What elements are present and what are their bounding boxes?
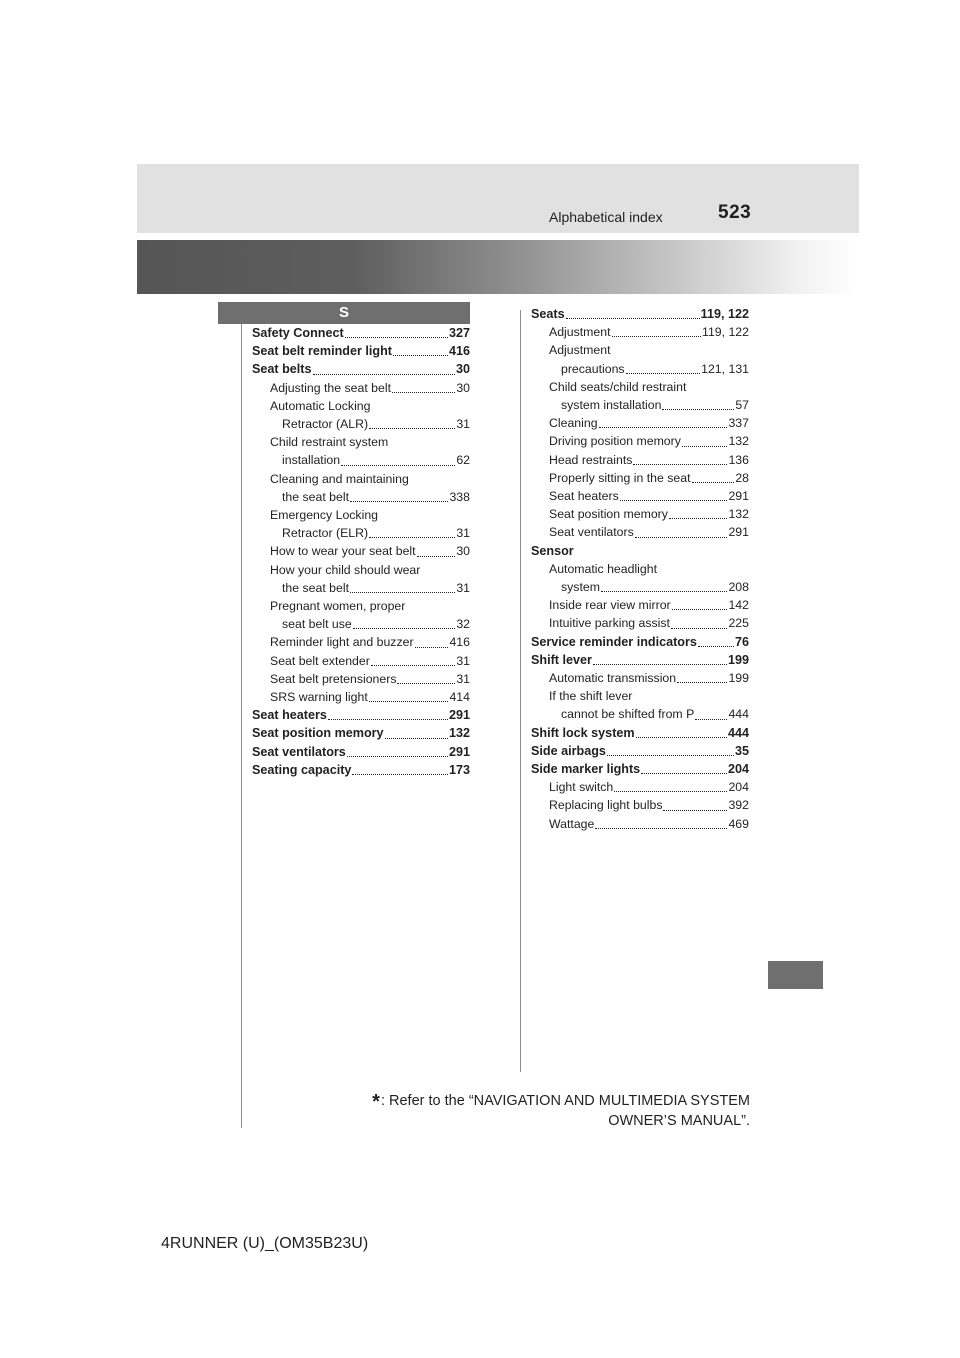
index-entry-term: Inside rear view mirror — [549, 598, 671, 613]
dot-leader — [677, 676, 727, 683]
index-entry[interactable] — [531, 323, 749, 341]
section-letter-header: S — [218, 302, 470, 324]
footnote-line-2: OWNER’S MANUAL”. — [608, 1113, 750, 1129]
dot-leader — [636, 731, 727, 738]
index-entry — [531, 378, 749, 396]
index-entry-term: seat belt use — [282, 617, 352, 632]
index-entry — [531, 687, 749, 705]
index-entry-term: Replacing light bulbs — [549, 798, 663, 813]
index-entry-page[interactable]: 199 — [727, 652, 749, 667]
index-entry[interactable] — [252, 379, 470, 397]
document-id: 4RUNNER (U)_(OM35B23U) — [161, 1235, 369, 1252]
index-entry-term: the seat belt — [282, 580, 349, 595]
dot-leader — [313, 368, 455, 375]
index-entry-term: cannot be shifted from P — [561, 707, 695, 722]
index-entry[interactable] — [531, 396, 749, 414]
index-entry-term: Shift lock system — [531, 725, 635, 740]
dot-leader — [663, 804, 727, 811]
index-entry[interactable] — [531, 505, 749, 523]
footnote-text-1: : Refer to the “NAVIGATION AND MULTIMEDIA SYSTEM — [380, 1093, 750, 1109]
index-entry[interactable] — [252, 652, 470, 670]
dot-leader — [353, 622, 456, 629]
index-entry[interactable] — [252, 360, 470, 378]
dot-leader — [620, 494, 728, 501]
index-entry-term: system — [561, 580, 600, 595]
index-entry-page[interactable]: 121, 131 — [701, 361, 749, 376]
index-entry-page[interactable]: 31 — [456, 417, 470, 432]
index-entry-term: Seat heaters — [549, 489, 619, 504]
index-entry — [252, 506, 470, 524]
index-entry[interactable] — [252, 670, 470, 688]
dot-leader — [345, 331, 448, 338]
index-entry-term: Seat belt reminder light — [252, 344, 392, 359]
index-entry-page[interactable]: 291 — [448, 744, 470, 759]
index-entry-term: Intuitive parking assist — [549, 616, 670, 631]
index-entry[interactable] — [531, 360, 749, 378]
index-entry-term: Properly sitting in the seat — [549, 470, 691, 485]
index-entry[interactable] — [252, 724, 470, 742]
index-entry[interactable] — [252, 706, 470, 724]
index-entry-page[interactable]: 444 — [727, 725, 749, 740]
index-entry-term: Seat belt extender — [270, 653, 370, 668]
index-entry[interactable] — [252, 688, 470, 706]
index-entry[interactable] — [531, 796, 749, 814]
dot-leader — [671, 622, 727, 629]
dot-leader — [614, 785, 727, 792]
dot-leader — [633, 458, 727, 465]
dot-leader — [607, 749, 734, 756]
index-entry-page[interactable]: 416 — [448, 344, 470, 359]
index-entry-term: Adjusting the seat belt — [270, 380, 391, 395]
index-entry-term: Seat belts — [252, 362, 312, 377]
index-entry[interactable] — [531, 614, 749, 632]
index-entry-term: How your child should wear — [270, 562, 421, 577]
index-entry[interactable] — [252, 324, 470, 342]
index-entry[interactable] — [531, 815, 749, 833]
dot-leader — [369, 695, 449, 702]
index-entry-term: system installation — [561, 398, 662, 413]
index-entry-page[interactable]: 204 — [727, 762, 749, 777]
index-entry-term: Seat ventilators — [549, 525, 634, 540]
index-entry-page[interactable]: 30 — [456, 544, 470, 559]
dot-leader — [352, 768, 448, 775]
dot-leader — [369, 422, 455, 429]
index-entry-term: SRS warning light — [270, 690, 368, 705]
index-entry-term: Light switch — [549, 780, 614, 795]
index-entry-term: How to wear your seat belt — [270, 544, 416, 559]
index-entry[interactable] — [531, 778, 749, 796]
dot-leader — [393, 349, 448, 356]
index-entry-page[interactable]: 291 — [728, 489, 749, 504]
index-entry-term: Adjustment — [549, 343, 611, 358]
index-entry[interactable] — [531, 523, 749, 541]
index-entry-page[interactable]: 199 — [728, 671, 749, 686]
dot-leader — [662, 403, 734, 410]
dot-leader — [612, 330, 702, 337]
index-entry — [252, 397, 470, 415]
index-entry-term: Pregnant women, proper — [270, 599, 406, 614]
index-entry-term: Cleaning and maintaining — [270, 471, 409, 486]
index-entry-page[interactable]: 132 — [728, 507, 749, 522]
dot-leader — [695, 713, 727, 720]
index-entry-term: Automatic headlight — [549, 561, 658, 576]
index-entry-page[interactable]: 337 — [728, 416, 749, 431]
index-entry[interactable] — [531, 414, 749, 432]
index-entry[interactable] — [531, 305, 749, 323]
index-entry[interactable] — [252, 524, 470, 542]
index-entry — [252, 561, 470, 579]
footnote — [300, 1092, 750, 1131]
dot-leader — [626, 367, 701, 374]
index-entry-term: Cleaning — [549, 416, 598, 431]
index-entry-term: If the shift lever — [549, 689, 633, 704]
index-entry[interactable] — [252, 342, 470, 360]
index-entry — [252, 597, 470, 615]
index-entry-term: Side airbags — [531, 743, 606, 758]
index-entry[interactable] — [531, 451, 749, 469]
index-entry-term: Driving position memory — [549, 434, 681, 449]
column-divider — [520, 310, 521, 1072]
index-entry-page[interactable]: 327 — [448, 326, 470, 340]
left-rule — [241, 310, 242, 1128]
index-entry-page[interactable]: 204 — [728, 780, 749, 795]
index-entry-term: Child restraint system — [270, 435, 389, 450]
index-entry[interactable] — [531, 705, 749, 723]
dot-leader — [328, 713, 448, 720]
index-entry-page[interactable]: 392 — [728, 798, 749, 813]
index-entry[interactable] — [531, 633, 749, 651]
index-entry-page[interactable]: 208 — [728, 580, 749, 595]
index-entry-page[interactable]: 142 — [728, 598, 749, 613]
dot-leader — [369, 531, 455, 538]
index-entry-page[interactable]: 57 — [735, 398, 749, 413]
index-entry-page[interactable]: 173 — [448, 762, 470, 777]
dot-leader — [350, 586, 455, 593]
index-entry — [531, 560, 749, 578]
index-entry-page[interactable]: 119, 122 — [700, 307, 749, 321]
index-entry-term: Head restraints — [549, 452, 633, 467]
index-entry-page[interactable]: 28 — [735, 470, 749, 485]
page-title: Alphabetical index — [549, 209, 663, 225]
index-entry[interactable] — [531, 760, 749, 778]
index-entry-page[interactable]: 32 — [456, 617, 470, 632]
dot-leader — [341, 459, 455, 466]
index-entry-term: Emergency Locking — [270, 508, 378, 523]
index-entry[interactable] — [531, 742, 749, 760]
index-entry[interactable] — [531, 432, 749, 450]
dot-leader — [392, 386, 455, 393]
index-entry-term: Adjustment — [549, 325, 611, 340]
index-entry[interactable] — [531, 651, 749, 669]
index-entry-term: precautions — [561, 361, 625, 376]
dot-leader — [599, 421, 728, 428]
index-column-left — [252, 324, 470, 779]
dot-leader — [371, 659, 456, 666]
dot-leader — [635, 531, 728, 538]
dot-leader — [415, 641, 449, 648]
index-entry-term: Seat ventilators — [252, 744, 346, 759]
index-entry[interactable] — [252, 488, 470, 506]
index-entry-term: Safety Connect — [252, 326, 344, 340]
index-entry-term: Side marker lights — [531, 762, 641, 777]
index-entry-term: Seat position memory — [252, 726, 384, 741]
index-entry-term: Child seats/child restraint — [549, 379, 687, 394]
dot-leader — [397, 677, 455, 684]
index-entry[interactable] — [252, 633, 470, 651]
index-entry-page[interactable]: 225 — [728, 616, 749, 631]
index-entry-page[interactable]: 414 — [449, 690, 470, 705]
dot-leader — [595, 822, 727, 829]
section-tab-marker[interactable] — [768, 961, 823, 989]
index-entry-page[interactable]: 291 — [448, 708, 470, 723]
footnote-marker: * — [372, 1091, 380, 1113]
index-entry[interactable] — [252, 743, 470, 761]
index-entry — [252, 470, 470, 488]
index-entry[interactable] — [252, 451, 470, 469]
index-entry[interactable] — [252, 542, 470, 560]
index-entry-page[interactable]: 136 — [728, 452, 749, 467]
index-entry-page[interactable]: 76 — [734, 634, 749, 649]
dot-leader — [566, 312, 700, 319]
index-entry-page[interactable]: 416 — [449, 635, 470, 650]
index-entry[interactable] — [531, 724, 749, 742]
index-entry[interactable] — [531, 487, 749, 505]
index-entry-page[interactable]: 31 — [456, 526, 470, 541]
index-entry-term: Seat belt pretensioners — [270, 671, 397, 686]
index-entry-term: Sensor — [531, 543, 574, 558]
dot-leader — [350, 495, 448, 502]
dot-leader — [692, 476, 735, 483]
index-entry-term: Automatic Locking — [270, 398, 371, 413]
dot-leader — [641, 767, 727, 774]
index-entry-term: Retractor (ELR) — [282, 526, 369, 541]
footnote-line-1 — [300, 1092, 750, 1112]
index-entry-term: installation — [282, 453, 341, 468]
dot-leader — [385, 732, 448, 739]
index-entry-term: Service reminder indicators — [531, 634, 697, 649]
index-entry[interactable] — [252, 761, 470, 779]
dot-leader — [347, 750, 448, 757]
index-entry-term: Seat heaters — [252, 708, 327, 723]
index-entry[interactable] — [252, 615, 470, 633]
index-entry[interactable] — [252, 415, 470, 433]
index-entry-term: Wattage — [549, 816, 595, 831]
index-entry[interactable] — [531, 669, 749, 687]
index-entry[interactable] — [252, 579, 470, 597]
index-entry-term: Retractor (ALR) — [282, 417, 369, 432]
dot-leader — [417, 550, 456, 557]
index-entry[interactable] — [531, 596, 749, 614]
index-entry-term: Seating capacity — [252, 762, 352, 777]
index-entry-page[interactable]: 338 — [449, 489, 470, 504]
index-entry-page[interactable]: 469 — [728, 816, 749, 831]
index-entry-page[interactable]: 30 — [455, 362, 470, 377]
dot-leader — [669, 512, 728, 519]
index-entry-page[interactable]: 291 — [728, 525, 749, 540]
dot-leader — [601, 585, 728, 592]
index-entry-page[interactable]: 444 — [728, 707, 749, 722]
index-entry[interactable] — [531, 578, 749, 596]
index-entry — [531, 542, 749, 560]
index-entry-page[interactable]: 132 — [448, 726, 470, 741]
index-entry-term: the seat belt — [282, 489, 349, 504]
page-number: 523 — [718, 202, 752, 223]
index-entry-page[interactable]: 31 — [456, 580, 470, 595]
index-entry-page[interactable]: 132 — [728, 434, 749, 449]
dot-leader — [698, 640, 734, 647]
index-column-right — [531, 305, 749, 833]
index-entry-page[interactable]: 30 — [456, 380, 470, 395]
index-entry-page[interactable]: 62 — [456, 453, 470, 468]
index-entry — [531, 341, 749, 359]
index-entry — [252, 433, 470, 451]
index-entry-term: Automatic transmission — [549, 671, 677, 686]
index-entry-page[interactable]: 31 — [456, 653, 470, 668]
index-entry-page[interactable]: 31 — [456, 671, 470, 686]
index-entry-term: Shift lever — [531, 652, 592, 667]
index-entry-term: Reminder light and buzzer — [270, 635, 414, 650]
dot-leader — [593, 658, 727, 665]
dot-leader — [682, 440, 728, 447]
index-entry-page[interactable]: 35 — [734, 743, 749, 758]
dot-leader — [672, 603, 728, 610]
index-entry-term: Seats — [531, 307, 565, 321]
index-entry-term: Seat position memory — [549, 507, 668, 522]
gradient-band — [137, 240, 859, 294]
index-entry-page[interactable]: 119, 122 — [702, 325, 749, 340]
index-entry[interactable] — [531, 469, 749, 487]
